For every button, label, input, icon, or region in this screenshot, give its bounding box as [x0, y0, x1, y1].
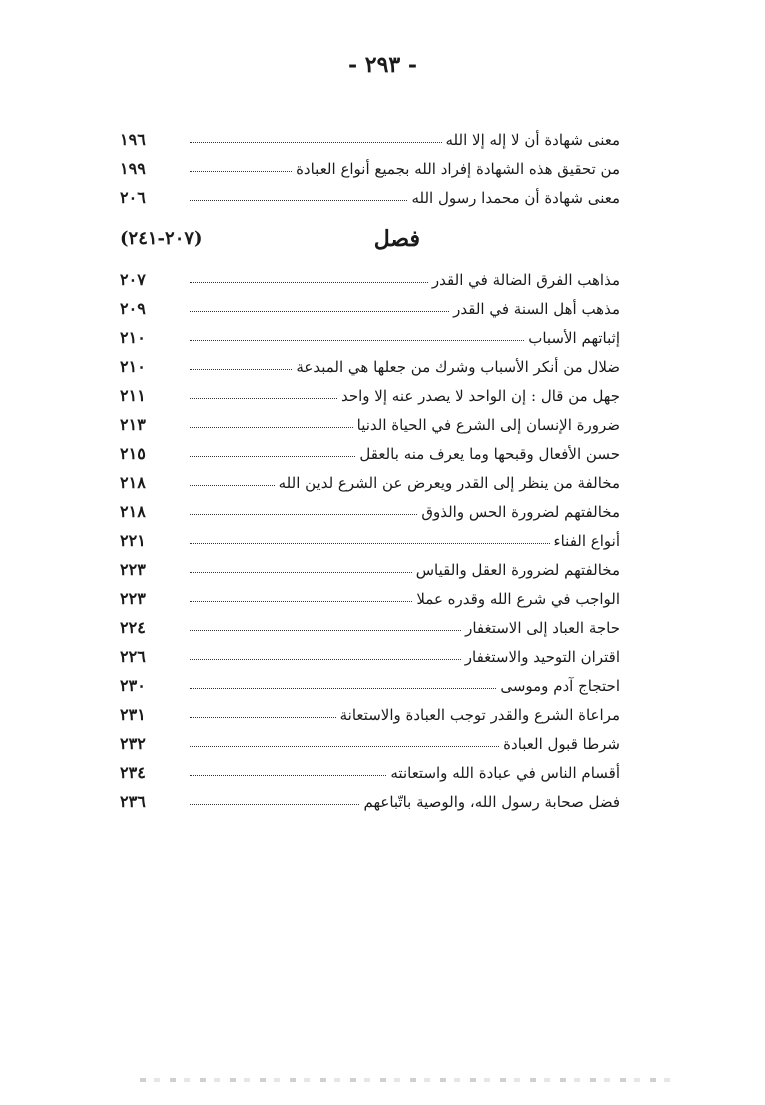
toc-dot-leader — [190, 804, 359, 805]
toc-entry-page: ٢٢٦ — [120, 647, 146, 666]
toc-entry — [120, 120, 620, 149]
toc-entry-title: شرطا قبول العبادة — [503, 735, 620, 753]
toc-entry-page: ٢١١ — [120, 386, 146, 405]
toc-entry — [120, 376, 620, 405]
toc-entry-page: ٢٣٠ — [120, 676, 146, 695]
toc-entry-title: ضرورة الإنسان إلى الشرع في الحياة الدنيا — [356, 416, 620, 434]
toc-entry-title: مخالفتهم لضرورة الحس والذوق — [421, 503, 620, 521]
toc-entry-page: ٢١٠ — [120, 328, 146, 347]
toc-dot-leader — [190, 456, 355, 457]
toc-dot-leader — [190, 142, 442, 143]
toc-dot-leader — [190, 630, 461, 631]
toc-entry-page: ٢١٥ — [120, 444, 146, 463]
toc-dot-leader — [190, 485, 275, 486]
toc-entry-title: معنى شهادة أن لا إله إلا الله — [445, 131, 620, 149]
page-number: - ٢٩٣ - — [347, 52, 418, 78]
toc-entry-title: احتجاج آدم وموسى — [500, 677, 620, 695]
toc-entry-title: حاجة العباد إلى الاستغفار — [465, 619, 620, 637]
toc-entry-page: ٢١٨ — [120, 473, 146, 492]
toc-entry-page: ٢١٠ — [120, 357, 146, 376]
toc-dot-leader — [190, 572, 412, 573]
toc-dot-leader — [190, 775, 386, 776]
toc-dot-leader — [190, 717, 336, 718]
section-title: فصل — [373, 226, 420, 252]
toc-entry-title: مخالفتهم لضرورة العقل والقياس — [415, 561, 620, 579]
toc-entry — [120, 149, 620, 178]
toc-entry-page: ٢٣٦ — [120, 792, 146, 811]
toc-entry-title: فضل صحابة رسول الله، والوصية باتّباعهم — [363, 793, 620, 811]
toc-entry — [120, 434, 620, 463]
toc-entry-title: ضلال من أنكر الأسباب وشرك من جعلها هي المبدعة — [296, 358, 620, 376]
toc-entry-page: ٢١٣ — [120, 415, 146, 434]
toc-entry — [120, 782, 620, 811]
toc-entry-page: ٢٣٤ — [120, 763, 146, 782]
toc-entry — [120, 178, 620, 207]
scan-artifact-line — [140, 1078, 680, 1082]
toc-entry — [120, 347, 620, 376]
toc-entry-page: ٢٢٣ — [120, 560, 146, 579]
toc-entry-title: أقسام الناس في عبادة الله واستعانته — [390, 764, 620, 782]
toc-entry — [120, 608, 620, 637]
toc-entry-page: ١٩٩ — [120, 159, 146, 178]
toc-dot-leader — [190, 427, 353, 428]
toc-dot-leader — [190, 398, 337, 399]
toc-entry-page: ٢٢٣ — [120, 589, 146, 608]
toc-entry-page: ٢٣٢ — [120, 734, 146, 753]
toc-entry-title: اقتران التوحيد والاستغفار — [464, 648, 620, 666]
toc-entry — [120, 492, 620, 521]
toc-entry-page: ٢٣١ — [120, 705, 146, 724]
toc-dot-leader — [190, 340, 524, 341]
toc-entry — [120, 550, 620, 579]
toc-entry-page: ٢٠٦ — [120, 188, 146, 207]
toc-entry-title: مراعاة الشرع والقدر توجب العبادة والاستعانة — [339, 706, 620, 724]
toc-entry-page: ٢٢١ — [120, 531, 146, 550]
toc-main-list — [120, 260, 620, 811]
toc-entry-title: مذاهب الفرق الضالة في القدر — [431, 271, 620, 289]
toc-entry — [120, 463, 620, 492]
toc-dot-leader — [190, 200, 407, 201]
toc-entry-title: مذهب أهل السنة في القدر — [453, 300, 620, 318]
toc-dot-leader — [190, 659, 461, 660]
toc-entry-page: ٢٠٧ — [120, 270, 146, 289]
toc-entry-title: إثباتهم الأسباب — [528, 329, 620, 347]
toc-dot-leader — [190, 282, 428, 283]
toc-dot-leader — [190, 171, 292, 172]
toc-entry — [120, 666, 620, 695]
toc-dot-leader — [190, 311, 449, 312]
toc-entry-page: ١٩٦ — [120, 130, 146, 149]
toc-entry-page: ٢٢٤ — [120, 618, 146, 637]
toc-dot-leader — [190, 601, 412, 602]
toc-entry-page: ٢١٨ — [120, 502, 146, 521]
section-header — [120, 226, 620, 256]
toc-entry — [120, 579, 620, 608]
toc-entry — [120, 637, 620, 666]
toc-dot-leader — [190, 514, 417, 515]
toc-entry-title: الواجب في شرع الله وقدره عملا — [416, 590, 620, 608]
toc-entry-title: مخالفة من ينظر إلى القدر ويعرض عن الشرع لدين الله — [278, 474, 620, 492]
toc-entry — [120, 405, 620, 434]
toc-dot-leader — [190, 746, 499, 747]
toc-entry — [120, 695, 620, 724]
toc-entry — [120, 318, 620, 347]
toc-dot-leader — [190, 369, 292, 370]
toc-entry-title: حسن الأفعال وقبحها وما يعرف منه بالعقل — [359, 445, 620, 463]
toc-entry — [120, 521, 620, 550]
toc-dot-leader — [190, 543, 550, 544]
toc-entry-title: من تحقيق هذه الشهادة إفراد الله بجميع أنواع العبادة — [296, 160, 620, 178]
toc-entry — [120, 289, 620, 318]
toc-entry-title: جهل من قال : إن الواحد لا يصدر عنه إلا واحد — [340, 387, 620, 405]
toc-entry — [120, 260, 620, 289]
section-page-range: (٢٠٧-٢٤١) — [120, 228, 203, 249]
toc-top-list — [120, 120, 620, 207]
toc-entry-title: معنى شهادة أن محمدا رسول الله — [411, 189, 620, 207]
toc-entry — [120, 753, 620, 782]
toc-entry-title: أنواع الفناء — [553, 532, 620, 550]
toc-dot-leader — [190, 688, 496, 689]
toc-entry-page: ٢٠٩ — [120, 299, 146, 318]
toc-entry — [120, 724, 620, 753]
